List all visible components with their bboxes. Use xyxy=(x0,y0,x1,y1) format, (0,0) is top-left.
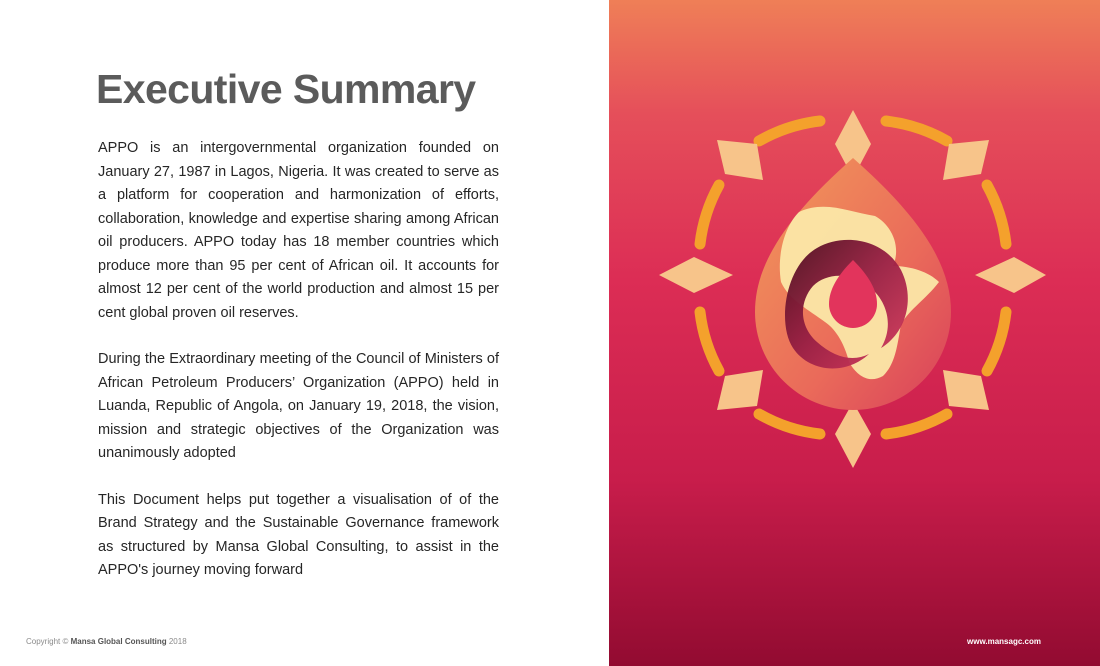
copyright-prefix: Copyright © xyxy=(26,637,69,646)
summary-body xyxy=(98,137,499,606)
summary-paragraph-2: During the Extraordinary meeting of the Council of Ministers of African Petroleum Producers’ Organization (APPO) held in Luanda, Republic of Angola, on January 19, 2018, the vision, mission and strategic objectives of the Organization was unanimously adopted xyxy=(98,351,499,461)
page-title: Executive Summary xyxy=(96,66,476,112)
website-link[interactable]: www.mansagc.com xyxy=(967,637,1041,646)
copyright-company: Mansa Global Consulting xyxy=(70,637,167,646)
copyright-notice xyxy=(26,637,187,646)
brand-panel xyxy=(609,0,1100,666)
copyright-year: 2018 xyxy=(168,637,187,646)
appo-emblem-icon xyxy=(649,100,1059,480)
summary-paragraph-3: This Document helps put together a visualisation of of the Brand Strategy and the Sustainable Governance framework as structured by Mansa Global Consulting, to assist in the APPO's journey moving forward xyxy=(98,491,499,578)
summary-paragraph-1: APPO is an intergovernmental organization founded on January 27, 1987 in Lagos, Nigeria. It was created to serve as a platform for cooperation and harmonization of efforts, collaboration, knowledge and expertise sharing among African oil producers. APPO today has 18 member countries which produce more than 95 per cent of African oil. It accounts for almost 12 per cent of the world production and almost 15 per cent global proven oil reserves. xyxy=(98,140,499,321)
